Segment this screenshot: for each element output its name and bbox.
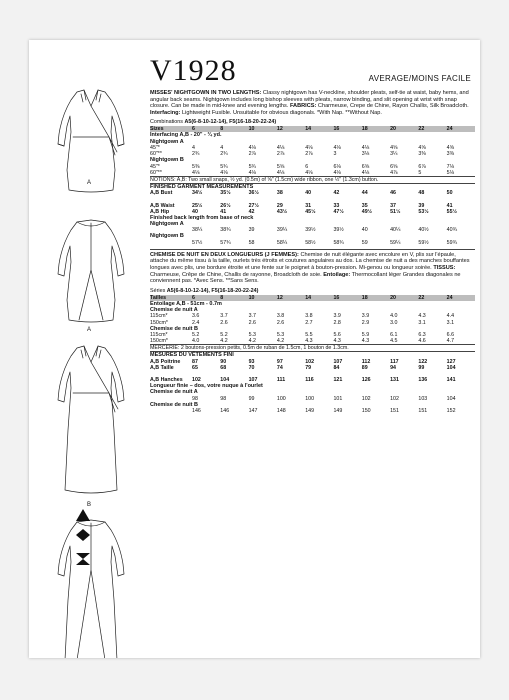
table-cell: 141 xyxy=(446,376,456,383)
table-cell: 4⅛ xyxy=(361,145,370,152)
table-cell: 12 xyxy=(277,126,305,132)
table-cell: 5¾ xyxy=(248,163,256,170)
table-cell: 102 xyxy=(192,376,201,383)
table-cell: 44 xyxy=(361,190,368,197)
table-cell: 151 xyxy=(418,408,428,415)
table-cell: 55½ xyxy=(446,208,457,215)
table-cell: 4.0 xyxy=(390,313,398,320)
table-cell: 40½ xyxy=(418,227,429,234)
table-cell: 4.0 xyxy=(192,338,200,345)
table-cell: 10 xyxy=(249,126,277,132)
table-cell: 104 xyxy=(446,395,456,402)
table-cell: A,B Bust xyxy=(150,190,173,197)
table-cell: 58½ xyxy=(305,239,316,246)
table-cell: 60"** xyxy=(150,169,162,176)
table-cell: 45½ xyxy=(305,208,316,215)
view-b-back-drawing xyxy=(58,520,124,658)
table-cell: 131 xyxy=(390,376,399,383)
table-cell: 4⅛ xyxy=(248,145,256,152)
table-cell: 102 xyxy=(390,395,399,402)
table-cell: 4⅞ xyxy=(390,169,398,176)
table-cell: 111 xyxy=(276,376,286,383)
table-cell: 98 xyxy=(192,395,198,402)
table-cell: 104 xyxy=(446,364,456,371)
table-cell: 50 xyxy=(446,190,453,197)
table-cell: 46 xyxy=(390,190,396,197)
table-cell: 149 xyxy=(305,408,315,415)
table-cell: 2.9 xyxy=(361,319,370,326)
series-label: Séries xyxy=(150,287,166,294)
table-cell: 47½ xyxy=(333,208,344,215)
fabrics-text: Charmeuse, Crepe de Chine, Rayon Challis, Silk Broadcloth. xyxy=(317,103,469,110)
table-cell: 58¼ xyxy=(276,239,288,246)
table-cell: 70 xyxy=(248,364,255,371)
table-cell: 40 xyxy=(305,190,312,197)
table-cell: 99 xyxy=(248,395,255,402)
tissus-text: Charmeuse, Crêpe de Chine, Challis de rayonne, Broadcloth de soie. xyxy=(150,271,322,278)
table-cell: 6⅛ xyxy=(333,163,341,170)
triangle-up-icon xyxy=(75,508,91,522)
table-cell: 101 xyxy=(333,395,343,402)
series-line xyxy=(150,288,475,294)
table-cell: 22 xyxy=(418,295,446,301)
longueur-a-heading: Chemise de nuit A xyxy=(150,389,198,396)
table-cell: 59¼ xyxy=(390,239,401,246)
table-cell: 146 xyxy=(192,408,201,415)
table-cell: 3¼ xyxy=(390,151,398,158)
table-cell: 18 xyxy=(362,126,390,132)
view-a-back-drawing xyxy=(58,220,124,322)
table-cell: 4⅝ xyxy=(418,145,426,152)
english-measurement-table xyxy=(150,190,475,245)
table-cell: 151 xyxy=(390,408,399,415)
table-cell: 51½ xyxy=(390,208,401,215)
table-cell: 5⅛ xyxy=(446,169,455,176)
table-cell: 4.3 xyxy=(418,313,426,320)
view-a-front-drawing xyxy=(58,90,124,192)
table-cell: 5⅜ xyxy=(192,163,200,170)
table-cell: 40¾ xyxy=(446,227,457,234)
table-cell: 33 xyxy=(333,202,340,209)
table-cell: 2.6 xyxy=(276,319,285,326)
table-cell: 3⅜ xyxy=(418,151,426,158)
table-cell: 40 xyxy=(192,208,198,215)
table-cell: 59½ xyxy=(418,239,429,246)
table-cell: 6 xyxy=(305,163,309,170)
view-b-front-drawing xyxy=(58,346,124,493)
table-cell: 14 xyxy=(305,295,333,301)
table-cell: 90 xyxy=(220,358,227,365)
table-cell: 25½ xyxy=(192,202,203,209)
table-cell: 5.3 xyxy=(276,331,285,338)
table-cell: 4⅝ xyxy=(390,145,398,152)
table-cell: 57¾ xyxy=(220,239,231,246)
table-cell: 68 xyxy=(220,364,227,371)
table-cell: 89 xyxy=(361,364,368,371)
fabrics-label: FABRICS: xyxy=(289,103,317,110)
nightgown-a-heading: Nightgown A xyxy=(150,138,184,145)
table-cell: 41 xyxy=(220,208,227,215)
mesures-title: MESURES DU VÊTEMENTS FINI xyxy=(150,351,475,358)
series-value: A5(6-8-10-12-14), F5(16-18-20-22-24) xyxy=(166,287,259,294)
table-cell: 10 xyxy=(249,295,277,301)
table-cell: 115cm* xyxy=(150,313,168,320)
table-cell: 103 xyxy=(418,395,428,402)
table-cell: A,B Taille xyxy=(150,364,174,371)
table-cell: 42 xyxy=(333,190,340,197)
table-cell: 4 xyxy=(220,145,224,152)
table-cell: 3.7 xyxy=(220,313,228,320)
finished-measurements-title: FINISHED GARMENT MEASUREMENTS xyxy=(150,183,475,190)
table-cell: 5.6 xyxy=(333,331,341,338)
table-cell: 107 xyxy=(333,358,343,365)
table-cell: 24 xyxy=(447,295,475,301)
table-cell: 20 xyxy=(390,126,418,132)
french-description-text: Chemise de nuit élégante avec encolure en V, plis sur l'épaule, attache du même tissu à la taille, ourlets très étroits et coutures angulaires au dos. La chemise de nuit a des manches bouffantes longues avec plis, une bordure étroite et une fente sur le poignet à bouton-pression. Mi-genou ou longueur soirée. xyxy=(150,251,470,271)
table-cell: 42 xyxy=(248,208,255,215)
table-cell: 2.6 xyxy=(220,319,228,326)
table-cell: 136 xyxy=(418,376,428,383)
table-cell: 4.2 xyxy=(276,338,285,345)
table-cell: 4⅛ xyxy=(248,169,256,176)
table-cell: 99 xyxy=(418,364,425,371)
table-cell: 4.3 xyxy=(305,338,313,345)
french-yardage-table xyxy=(150,295,475,344)
table-cell: 48 xyxy=(418,190,425,197)
nightgown-b-heading: Nightgown B xyxy=(150,157,184,164)
table-cell: 122 xyxy=(418,358,428,365)
table-cell: 4⅛ xyxy=(333,169,341,176)
table-cell: 14 xyxy=(305,126,333,132)
table-cell: 112 xyxy=(361,358,371,365)
pattern-envelope-back xyxy=(29,40,480,658)
table-cell: 100 xyxy=(276,395,286,402)
table-cell: 3.8 xyxy=(305,313,313,320)
table-cell: 107 xyxy=(248,376,258,383)
mercerie: MERCERIE: 2 boutons-pression petits, 0.5m de ruban de 1.5cm, 1 bouton de 1.3cm. xyxy=(150,344,475,351)
table-cell: 3.9 xyxy=(333,313,341,320)
tissus-label: TISSUS: xyxy=(433,264,456,271)
table-cell: 97 xyxy=(276,358,283,365)
garment-sketches xyxy=(29,40,147,658)
table-cell: 3.1 xyxy=(418,319,426,326)
table-cell: 116 xyxy=(305,376,314,383)
table-cell: 6 xyxy=(192,126,220,132)
pattern-number: V1928 xyxy=(150,54,237,87)
view-label-a-front: A xyxy=(87,180,92,186)
table-cell: 147 xyxy=(248,408,258,415)
table-cell: 4 xyxy=(192,145,195,152)
table-cell: 127 xyxy=(446,358,456,365)
hourglass-icon xyxy=(75,552,91,566)
table-cell: 4.3 xyxy=(361,338,370,345)
table-cell: 39 xyxy=(418,202,425,209)
table-cell: 4⅛ xyxy=(361,169,370,176)
entoilage-row: Entoilage A,B - 51cm - 0.7m xyxy=(150,300,222,307)
table-cell: 126 xyxy=(361,376,371,383)
table-cell: 53½ xyxy=(418,208,429,215)
table-cell: 40¼ xyxy=(390,227,401,234)
table-cell: 60"** xyxy=(150,151,162,158)
table-cell: 5 xyxy=(418,169,422,176)
english-description xyxy=(150,90,475,116)
english-description-text: Classy nightgown has V-neckline, shoulder pleats, self-tie at waist, baby hems, and angular back seams. Nightgown includes long bishop sleeves with pleats, narrow binding, and slit opening at wrist with snap closure. Can be made in mid-knee and evening lengths. xyxy=(150,90,469,110)
table-cell: 39½ xyxy=(333,227,344,234)
table-cell: 6⅞ xyxy=(418,163,426,170)
table-cell: 4⅛ xyxy=(333,145,341,152)
chemise-b-heading: Chemise de nuit B xyxy=(150,325,198,332)
table-cell: 4⅛ xyxy=(305,145,313,152)
table-cell: 4.2 xyxy=(248,338,256,345)
table-cell: A,B Waist xyxy=(150,202,175,209)
table-cell: 102 xyxy=(361,395,371,402)
table-cell: 65 xyxy=(192,364,198,371)
notions: NOTIONS: A,B: Two small snaps, ½ yd. (0.5m) of ⅝" (1.5cm) wide ribbon, one ½" (1.3cm) button. xyxy=(150,176,475,183)
longueur-b-heading: Chemise de nuit B xyxy=(150,401,198,408)
pattern-info xyxy=(150,56,475,414)
chemise-a-heading: Chemise de nuit A xyxy=(150,307,198,314)
table-cell: 2.8 xyxy=(333,319,341,326)
table-cell: 45"* xyxy=(150,145,160,152)
table-cell: 8 xyxy=(220,126,248,132)
table-cell: 2.4 xyxy=(192,319,200,326)
table-cell: 3.7 xyxy=(248,313,256,320)
back-length-a-heading: Nightgown A xyxy=(150,221,184,227)
triangle-pair-icon xyxy=(75,528,91,542)
table-cell: 57½ xyxy=(192,239,203,246)
table-cell: 58 xyxy=(248,239,255,246)
entoilage-text: Thermocollant léger Grandes diagonales ne conviennent pas. *Avec Sens. **Sans Sens. xyxy=(150,271,461,285)
english-yardage-table xyxy=(150,126,475,175)
combinations-value: A5(6-8-10-12-14), F5(16-18-20-22-24) xyxy=(184,119,277,126)
table-cell: 39¼ xyxy=(276,227,288,234)
french-description xyxy=(150,249,475,285)
table-cell: 150cm* xyxy=(150,338,168,345)
table-cell: A,B Hip xyxy=(150,208,170,215)
table-cell: 3.9 xyxy=(361,313,370,320)
table-cell: 20 xyxy=(390,295,418,301)
table-cell: 5.2 xyxy=(220,331,228,338)
table-cell: 6 xyxy=(192,295,220,301)
table-cell: 5.3 xyxy=(248,331,256,338)
table-cell: 18 xyxy=(362,295,390,301)
table-cell: 35 xyxy=(361,202,368,209)
french-measurement-table xyxy=(150,359,475,414)
table-cell: 4.4 xyxy=(446,313,455,320)
row-label-cell xyxy=(150,240,192,246)
table-cell: 150 xyxy=(361,408,371,415)
table-cell: 2⅞ xyxy=(276,151,285,158)
longueur-b-row xyxy=(150,408,475,414)
table-cell: 102 xyxy=(305,358,315,365)
table-cell: 2.6 xyxy=(248,319,256,326)
table-cell: 5¾ xyxy=(220,163,228,170)
table-cell: 84 xyxy=(333,364,340,371)
back-length-b-row xyxy=(150,240,475,246)
table-cell: 94 xyxy=(390,364,396,371)
interfacing-text: Lightweight Fusible. Unsuitable for obvious diagonals. *With Nap. **Without Nap. xyxy=(182,109,382,116)
table-cell: Sizes xyxy=(150,126,192,132)
table-cell: 24 xyxy=(447,126,475,132)
table-cell: 146 xyxy=(220,408,230,415)
table-cell: 38¼ xyxy=(192,227,203,234)
table-cell: 149 xyxy=(333,408,343,415)
table-cell: 4.7 xyxy=(446,338,455,345)
interfacing-row: Interfacing A,B - 20" - ¾ yd. xyxy=(150,132,222,139)
table-cell: 2¾ xyxy=(220,151,228,158)
combinations-line xyxy=(150,119,475,125)
table-cell: 26½ xyxy=(220,202,231,209)
table-cell: Tailles xyxy=(150,295,192,301)
table-cell: 4.2 xyxy=(220,338,228,345)
table-cell: 4.6 xyxy=(418,338,426,345)
table-cell: 16 xyxy=(333,126,361,132)
table-cell: 38 xyxy=(276,190,283,197)
table-cell: 38¾ xyxy=(220,227,231,234)
back-length-a-row xyxy=(150,227,475,233)
table-cell: 39 xyxy=(248,227,255,234)
table-cell: 5.9 xyxy=(361,331,370,338)
table-cell: 12 xyxy=(277,295,305,301)
table-cell: 117 xyxy=(390,358,399,365)
table-cell: 2¾ xyxy=(192,151,200,158)
table-cell: 121 xyxy=(333,376,343,383)
entoilage-label: Entoilage: xyxy=(323,271,351,278)
table-cell: 40 xyxy=(361,227,368,234)
table-cell: 4⅛ xyxy=(305,169,313,176)
table-cell: 43½ xyxy=(276,208,288,215)
longueur-heading: Longueur finie – dos, votre nuque à l'ourlet xyxy=(150,383,263,390)
table-cell: 152 xyxy=(446,408,456,415)
table-cell: 4⅛ xyxy=(276,169,285,176)
french-title: CHEMISE DE NUIT EN DEUX LONGUEURS (J FEMMES): xyxy=(150,251,299,258)
table-cell: 6⅝ xyxy=(361,163,370,170)
table-cell: 34½ xyxy=(192,190,203,197)
table-cell: 4.3 xyxy=(333,338,341,345)
table-cell: 6⅝ xyxy=(390,163,398,170)
table-cell: 4⅛ xyxy=(276,145,285,152)
table-cell: 49½ xyxy=(361,208,373,215)
table-cell: 7⅛ xyxy=(446,163,455,170)
table-cell: 8 xyxy=(220,295,248,301)
table-cell: 5⅝ xyxy=(276,163,285,170)
table-cell: 31 xyxy=(305,202,312,209)
table-cell: 74 xyxy=(276,364,283,371)
table-cell: 100 xyxy=(305,395,315,402)
table-cell: 4.5 xyxy=(390,338,398,345)
table-cell: 79 xyxy=(305,364,312,371)
table-cell: 36½ xyxy=(248,190,259,197)
table-cell: 3.0 xyxy=(390,319,398,326)
table-cell: A,B Hanches xyxy=(150,376,183,383)
table-cell: 104 xyxy=(220,376,230,383)
table-cell: 58¾ xyxy=(333,239,344,246)
back-length-heading: Finished back length from base of neck xyxy=(150,214,254,221)
table-cell: 41 xyxy=(446,202,453,209)
table-cell: 45"* xyxy=(150,163,160,170)
table-cell: 5.2 xyxy=(192,331,200,338)
table-cell: 115cm* xyxy=(150,331,168,338)
table-cell: 6.1 xyxy=(390,331,398,338)
difficulty-label: AVERAGE/MOINS FACILE xyxy=(368,74,471,83)
table-cell: 16 xyxy=(333,295,361,301)
table-cell: 98 xyxy=(220,395,227,402)
table-cell: 3.1 xyxy=(446,319,455,326)
table-cell: 22 xyxy=(418,126,446,132)
row-label-cell xyxy=(150,408,192,414)
table-cell: 59¾ xyxy=(446,239,457,246)
table-cell: 59 xyxy=(361,239,368,246)
table-cell: 4⅝ xyxy=(446,145,455,152)
table-cell: 3⅜ xyxy=(446,151,455,158)
table-cell: 4⅛ xyxy=(192,169,200,176)
interfacing-label: Interfacing: xyxy=(150,109,181,116)
table-cell: 148 xyxy=(276,408,286,415)
table-cell: 39½ xyxy=(305,227,316,234)
table-cell: 3.8 xyxy=(276,313,285,320)
english-title: MISSES' NIGHTGOWN IN TWO LENGTHS: xyxy=(150,90,262,96)
table-cell: 3 xyxy=(333,151,337,158)
view-label-a-back: A xyxy=(87,327,92,333)
table-cell: 93 xyxy=(248,358,255,365)
table-cell: 2.7 xyxy=(305,319,313,326)
table-cell: 37 xyxy=(390,202,396,209)
view-label-b-front: B xyxy=(87,502,92,508)
table-cell: 35½ xyxy=(220,190,231,197)
back-length-b-heading: Nightgown B xyxy=(150,233,184,240)
table-cell: 3.6 xyxy=(192,313,200,320)
table-cell: 27½ xyxy=(248,202,259,209)
table-cell: 29 xyxy=(276,202,283,209)
table-cell: 150cm* xyxy=(150,319,168,326)
table-cell: 6.6 xyxy=(446,331,455,338)
table-cell: 2⅞ xyxy=(305,151,313,158)
table-cell: 6.3 xyxy=(418,331,426,338)
table-cell: A,B Poitrine xyxy=(150,358,181,365)
table-cell: 87 xyxy=(192,358,198,365)
table-cell: 5.5 xyxy=(305,331,313,338)
table-cell: 4⅛ xyxy=(220,169,228,176)
table-cell: 2⅞ xyxy=(248,151,256,158)
table-cell: 3⅛ xyxy=(361,151,370,158)
combinations-label: Combinations xyxy=(150,119,183,126)
